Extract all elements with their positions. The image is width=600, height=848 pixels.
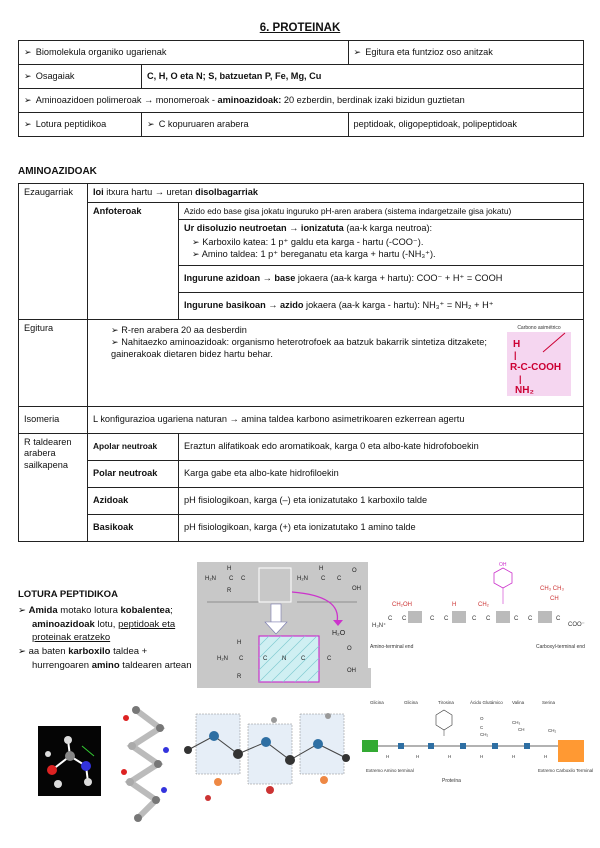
- summary-lotura-label: ➢ Lotura peptidikoa: [19, 113, 142, 137]
- svg-text:C: C: [444, 616, 449, 622]
- svg-text:H: H: [448, 754, 452, 759]
- svg-text:H: H: [416, 754, 420, 759]
- svg-text:C: C: [239, 656, 244, 662]
- amino-section-title: AMINOAZIDOAK: [18, 166, 97, 177]
- protein-bottom-label: Proteína: [442, 778, 461, 784]
- residue-label: Glicina: [404, 700, 418, 705]
- egitura-cell: [88, 319, 584, 406]
- rgroup-desc: pH fisiologikoan, karga (+) eta ionizatutako 1 amino talde: [179, 514, 584, 541]
- summary-aminoazidoak: ➢ Aminoazidoen polimeroak → monomeroak - aminoazidoak: 20 ezberdin, berdinak izaki bizidun guztietan: [19, 89, 584, 113]
- rgroup-name: Polar neutroak: [88, 460, 179, 487]
- peptide-bullet-2: ➢ aa baten karboxilo taldea + hurrengoaren amino taldearen artean: [32, 645, 203, 673]
- svg-text:H₂N: H₂N: [205, 576, 216, 582]
- svg-text:C: C: [556, 616, 561, 622]
- residue-label: Ácido Glutámico: [470, 700, 503, 705]
- egitura-item: ➢ Nahitaezko aminoazidoak: organismo heterotrofoek aa batzuk bakarrik sintetiza ditzakete; gainerakoak dietaren bidez hartu behar.: [111, 337, 493, 360]
- svg-text:H: H: [319, 566, 324, 572]
- svg-text:OH: OH: [499, 562, 507, 568]
- svg-text:CH: CH: [550, 596, 559, 602]
- svg-text:CH₂: CH₂: [548, 728, 557, 733]
- svg-text:CH: CH: [518, 727, 525, 732]
- anfoteroak-desc: Azido edo base gisa jokatu inguruko pH-aren arabera (sistema indargetzaile gisa jokatu): [179, 202, 584, 220]
- rgroup-name: Basikoak: [88, 514, 179, 541]
- svg-text:C: C: [241, 576, 246, 582]
- amino-terminal-label: Amino-terminal end: [370, 644, 414, 650]
- peptide-title: LOTURA PEPTIDIKOA: [18, 589, 118, 600]
- formula-caption: Carbono asimétrico: [517, 324, 561, 331]
- svg-text:C: C: [301, 656, 306, 662]
- page-title: 6. PROTEINAK: [259, 22, 341, 34]
- svg-text:CH₃: CH₃: [512, 720, 521, 725]
- svg-text:C: C: [528, 616, 533, 622]
- neutral-item: ➢ Amino taldea: 1 p⁺ bereganatu eta karga + hartu (-NH₃⁺).: [192, 249, 578, 261]
- rgroup-desc: pH fisiologikoan, karga (–) eta ionizatutako 1 karboxilo talde: [179, 487, 584, 514]
- residue-label: Valina: [512, 700, 525, 705]
- basic-cell: Ingurune basikoan → azido jokaera (aa-k karga - hartu): NH₃⁺ = NH₂ + H⁺: [179, 292, 584, 319]
- summary-cell-1: ➢ Biomolekula organiko ugarienak: [19, 41, 349, 65]
- protein-sequence-figure: [362, 696, 594, 806]
- svg-text:C: C: [402, 616, 407, 622]
- svg-text:C: C: [229, 576, 234, 582]
- svg-text:CH₂: CH₂: [478, 602, 489, 608]
- solubility-cell: Ioi itxura hartu → uretan disolbagarriak: [88, 184, 584, 203]
- svg-text:H: H: [452, 602, 457, 608]
- ball-stick-model-figure: [38, 726, 101, 796]
- rgroup-desc: Eraztun alifatikoak edo aromatikoak, karga 0 eta albo-kate hidrofoboekin: [179, 433, 584, 460]
- svg-text:CH₃ CH₃: CH₃ CH₃: [540, 586, 564, 592]
- formula-nh2: NH₂: [515, 384, 534, 396]
- svg-text:C: C: [321, 576, 326, 582]
- svg-text:H: H: [480, 754, 484, 759]
- formula-h: H: [513, 338, 521, 350]
- peptide-planes-figure: [178, 700, 360, 812]
- svg-text:C: C: [263, 656, 268, 662]
- svg-text:O: O: [347, 646, 352, 652]
- summary-cell-2: ➢ Egitura eta funtzioz oso anitzak: [348, 41, 584, 65]
- formula-bar-bottom: |: [519, 373, 522, 384]
- svg-text:H: H: [386, 754, 390, 759]
- svg-text:H₂N: H₂N: [217, 656, 228, 662]
- acid-cell: Ingurune azidoan → base jokaera (aa-k karga + hartu): COO⁻ + H⁺ = COOH: [179, 265, 584, 292]
- summary-osagaiak-label: ➢ Osagaiak: [19, 65, 142, 89]
- amino-formula-figure: [499, 322, 579, 400]
- left-end-label: Extremo Amino terminal: [366, 768, 414, 773]
- peptide-chain-figure: [368, 560, 586, 668]
- amino-table: [18, 183, 584, 542]
- svg-text:H₃N⁺: H₃N⁺: [372, 623, 387, 629]
- rgroup-name: Azidoak: [88, 487, 179, 514]
- formula-bar-top: |: [514, 349, 517, 360]
- peptide-bond-formation-figure: [197, 562, 371, 688]
- svg-text:C: C: [337, 576, 342, 582]
- formula-chain: R-C-COOH: [510, 361, 562, 373]
- anfoteroak-label: Anfoteroak: [88, 202, 179, 319]
- peptide-text-block: [18, 588, 218, 673]
- ezaugarriak-label: Ezaugarriak: [19, 184, 88, 320]
- egitura-item: ➢ R-ren arabera 20 aa desberdin: [111, 325, 493, 337]
- carboxyl-terminal-label: Carboxyl-terminal end: [536, 644, 585, 650]
- summary-lotura-right: peptidoak, oligopeptidoak, polipeptidoak: [348, 113, 584, 137]
- svg-text:H: H: [544, 754, 548, 759]
- svg-text:N: N: [282, 656, 287, 662]
- carboxyl-end-box: [558, 740, 584, 762]
- isomeria-label: Isomeria: [19, 406, 88, 433]
- svg-text:COO⁻: COO⁻: [568, 622, 585, 628]
- residue-label: Serina: [542, 700, 556, 705]
- isomeria-cell: L konfigurazioa ugariena naturan → amina taldea karbono asimetrikoaren ezkerrean agertu: [88, 406, 584, 433]
- svg-text:C: C: [430, 616, 435, 622]
- svg-text:H: H: [512, 754, 516, 759]
- neutral-cell: Ur disoluzio neutroetan → ionizatuta (aa-k karga neutroa): ➢ Karboxilo katea: 1 p⁺ galdu eta karga - hartu (-COO⁻). ➢ Amino taldea: 1 p⁺ bereganatu eta karga + hartu (-NH₃⁺).: [179, 220, 584, 266]
- summary-osagaiak-value: C, H, O eta N; S, batzuetan P, Fe, Mg, Cu: [142, 65, 584, 89]
- svg-text:R: R: [227, 588, 232, 594]
- svg-text:OH: OH: [352, 586, 361, 592]
- h2o-label: H₂O: [332, 630, 346, 637]
- svg-text:C: C: [480, 725, 484, 730]
- svg-text:CH₂OH: CH₂OH: [392, 602, 412, 608]
- svg-text:C: C: [486, 616, 491, 622]
- summary-table: [18, 40, 584, 137]
- svg-text:C: C: [327, 656, 332, 662]
- svg-text:H₂N: H₂N: [297, 576, 308, 582]
- neutral-item: ➢ Karboxilo katea: 1 p⁺ galdu eta karga - hartu (-COO⁻).: [192, 237, 578, 249]
- rtaldeak-label: R taldearen arabera sailkapena: [19, 433, 88, 541]
- svg-text:R: R: [237, 674, 242, 680]
- residue-label: Tirosina: [438, 700, 454, 705]
- svg-text:H: H: [227, 566, 232, 572]
- svg-text:CH₂: CH₂: [480, 732, 489, 737]
- right-end-label: Extremo Carboxilo Terminal: [538, 768, 594, 773]
- amino-end-box: [362, 740, 378, 752]
- residue-label: Glicina: [370, 700, 384, 705]
- rgroup-name: Apolar neutroak: [88, 433, 179, 460]
- egitura-label: Egitura: [19, 319, 88, 406]
- helix-model-figure: [116, 700, 176, 826]
- peptide-bullet-1: ➢ Amida motako lotura kobalentea; aminoazidoak lotu, peptidoak eta proteinak eratzeko: [32, 604, 203, 645]
- rgroup-desc: Karga gabe eta albo-kate hidrofiloekin: [179, 460, 584, 487]
- svg-text:C: C: [388, 616, 393, 622]
- svg-text:O: O: [480, 716, 484, 721]
- svg-text:H: H: [237, 640, 242, 646]
- svg-text:C: C: [472, 616, 477, 622]
- svg-text:O: O: [352, 568, 357, 574]
- svg-text:OH: OH: [347, 668, 356, 674]
- summary-lotura-middle: ➢ C kopuruaren arabera: [142, 113, 349, 137]
- svg-text:C: C: [514, 616, 519, 622]
